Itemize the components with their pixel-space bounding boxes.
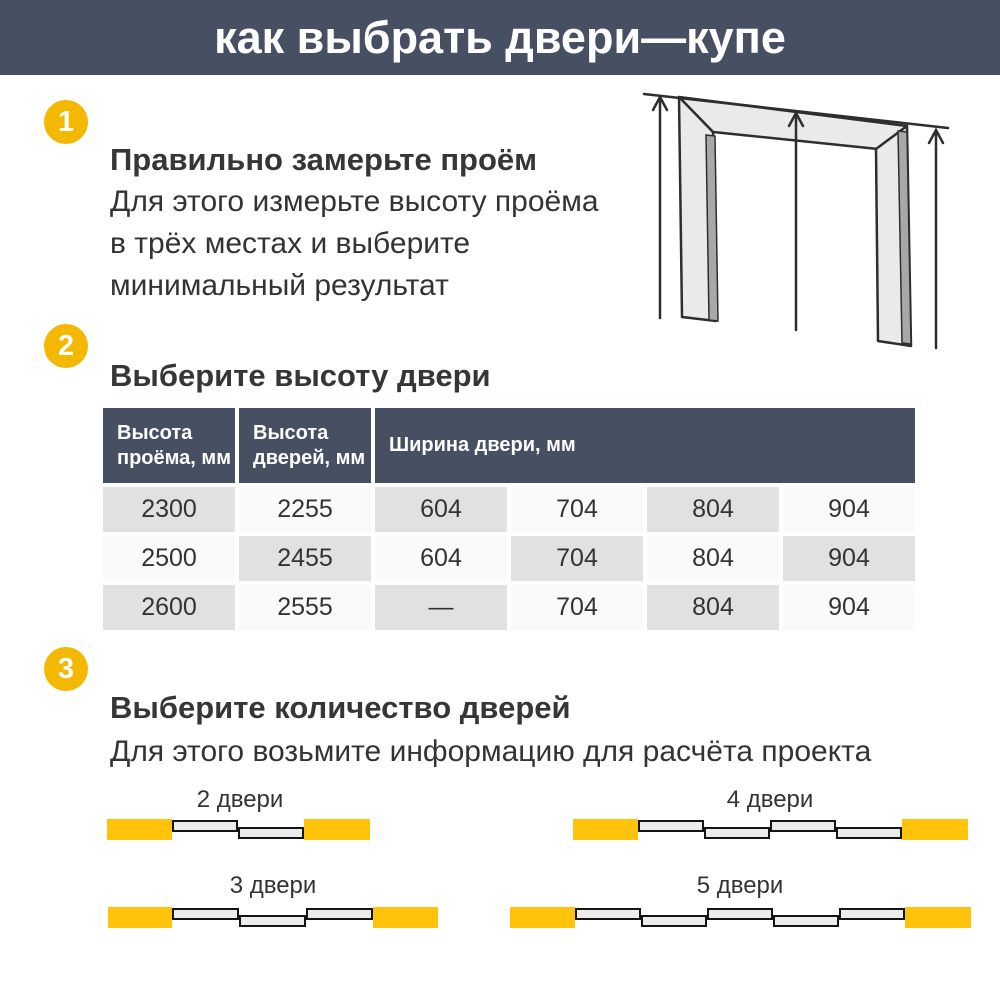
sliding-door-panel: [238, 827, 304, 839]
table-cell: 2255: [239, 487, 371, 532]
diagram-label-4-doors: 4 двери: [726, 786, 814, 813]
table-cell: 904: [783, 536, 915, 581]
sliding-door-panel: [306, 908, 373, 920]
step1-description-line: Для этого измерьте высоту проёма: [110, 185, 599, 218]
wall-segment-right: [304, 819, 370, 840]
door-height-table: [103, 408, 915, 630]
table-cell: 904: [783, 487, 915, 532]
step3-description-line: Для этого возьмите информацию для расчёта проекта: [110, 735, 872, 768]
table-cell: 704: [511, 487, 643, 532]
diagram-label-3-doors: 3 двери: [229, 872, 317, 899]
sliding-door-panel: [638, 820, 704, 832]
table-cell: 804: [647, 487, 779, 532]
step3-title: Выберите количество дверей: [110, 690, 571, 725]
table-cell: —: [375, 585, 507, 630]
table-cell: 904: [783, 585, 915, 630]
wall-segment-right: [902, 819, 968, 840]
table-header-door-height: Высота дверей, мм: [239, 408, 371, 483]
step1-description: [110, 181, 599, 307]
sliding-door-panel: [773, 915, 839, 927]
sliding-door-panel: [575, 908, 641, 920]
table-cell: 2300: [103, 487, 235, 532]
diagram-label-2-doors: 2 двери: [196, 786, 284, 813]
step3-number-badge: 3: [44, 647, 88, 691]
table-cell: 804: [647, 585, 779, 630]
table-cell: 804: [647, 536, 779, 581]
door-diagram-5-doors: [510, 907, 971, 929]
door-diagram-2-doors: [107, 819, 370, 841]
table-cell: 704: [511, 585, 643, 630]
sliding-door-panel: [707, 908, 773, 920]
wall-segment-left: [107, 819, 172, 840]
wall-segment-left: [573, 819, 638, 840]
sliding-door-panel: [239, 915, 306, 927]
wall-segment-left: [108, 907, 172, 928]
door-frame-illustration: [630, 78, 950, 358]
table-cell: 2455: [239, 536, 371, 581]
door-diagram-3-doors: [108, 907, 438, 929]
sliding-door-panel: [836, 827, 902, 839]
page-title: как выбрать двери—купе: [214, 11, 786, 63]
wall-segment-left: [510, 907, 575, 928]
table-cell: 704: [511, 536, 643, 581]
table-header-opening-height: Высота проёма, мм: [103, 408, 235, 483]
table-cell: 604: [375, 536, 507, 581]
table-cell: 604: [375, 487, 507, 532]
sliding-door-panel: [839, 908, 905, 920]
wall-segment-right: [905, 907, 971, 928]
door-diagram-4-doors: [573, 819, 968, 841]
sliding-door-panel: [172, 820, 238, 832]
step3-description: [110, 731, 871, 773]
step1-title: Правильно замерьте проём: [110, 142, 538, 177]
wall-segment-right: [373, 907, 438, 928]
table-cell: 2555: [239, 585, 371, 630]
step1-number-badge: 1: [44, 100, 88, 144]
step2-number-badge: 2: [44, 324, 88, 368]
table-cell: 2600: [103, 585, 235, 630]
sliding-door-panel: [770, 820, 836, 832]
sliding-door-panel: [704, 827, 770, 839]
sliding-door-panel: [641, 915, 707, 927]
sliding-door-panel: [172, 908, 239, 920]
step2-title: Выберите высоту двери: [110, 358, 491, 393]
step1-description-line: в трёх местах и выберите: [110, 227, 471, 260]
table-cell: 2500: [103, 536, 235, 581]
step1-description-line: минимальный результат: [110, 269, 449, 302]
table-header-door-width: Ширина двери, мм: [375, 408, 915, 483]
banner: [0, 0, 1000, 75]
diagram-label-5-doors: 5 двери: [696, 872, 784, 899]
